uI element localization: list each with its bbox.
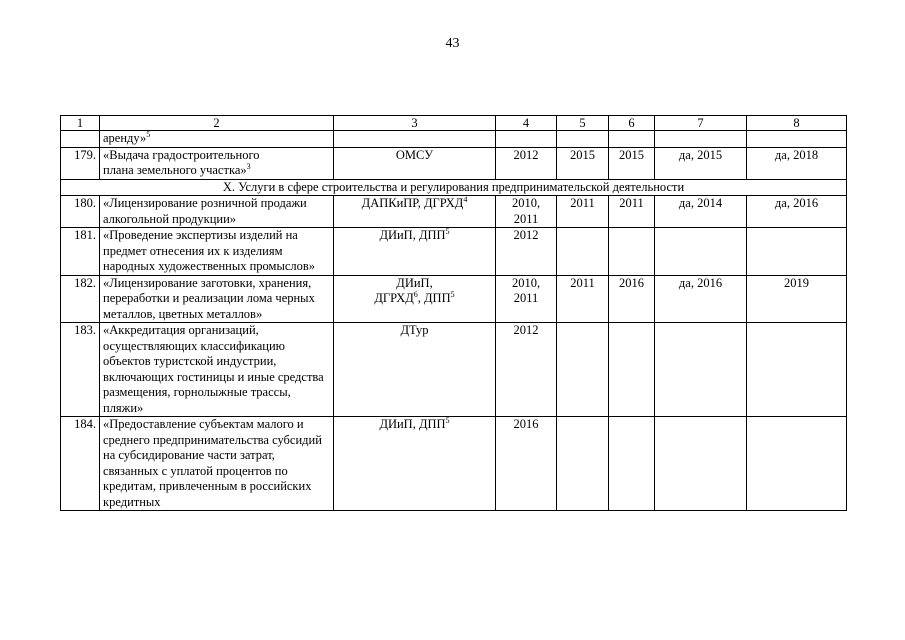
cell-responsible: ОМСУ: [334, 147, 496, 179]
cell-num: 182.: [61, 275, 100, 323]
cell-col8: [747, 228, 847, 276]
service-text: аренду»: [103, 131, 147, 145]
footnote-mark: 5: [146, 130, 151, 139]
cell-col4: [496, 131, 557, 148]
table-row-179: [61, 147, 847, 179]
table-row-183: [61, 323, 847, 417]
year-line-2: 2011: [513, 211, 539, 226]
cell-service: [100, 147, 334, 179]
cell-col4: 2016: [496, 417, 557, 511]
cell-col4: 2012: [496, 323, 557, 417]
footnote-mark: 5: [445, 416, 450, 425]
header-cell-4: 4: [496, 116, 557, 131]
cell-col6: [609, 417, 655, 511]
year-line-1: 2010,: [511, 196, 541, 210]
cell-service: «Лицензирование розничной продажи алкогольной продукции»: [100, 196, 334, 228]
cell-responsible: [334, 228, 496, 276]
cell-responsible: [334, 131, 496, 148]
cell-service: [100, 131, 334, 148]
table-row-continued: [61, 131, 847, 148]
cell-num: 183.: [61, 323, 100, 417]
page-number: 43: [445, 36, 460, 51]
cell-col7: да, 2015: [655, 147, 747, 179]
cell-service: «Предоставление субъектам малого и среднего предпринимательства субсидий на субсидирование части затрат, связанных с уплатой процентов по кредитам, привлеченным в российских кредитных: [100, 417, 334, 511]
cell-num: 184.: [61, 417, 100, 511]
header-cell-6: 6: [609, 116, 655, 131]
cell-responsible: [334, 275, 496, 323]
cell-col5: 2011: [557, 196, 609, 228]
cell-service: «Аккредитация организаций, осуществляющих классификацию объектов туристской индустрии, включающих гостиницы и иные средства размещения, горнолыжные трассы, пляжи»: [100, 323, 334, 417]
cell-col7: [655, 417, 747, 511]
cell-col4: [496, 196, 557, 228]
responsible-text: ДИиП, ДПП: [379, 228, 446, 242]
cell-col7: [655, 323, 747, 417]
cell-responsible: [334, 196, 496, 228]
header-cell-8: 8: [747, 116, 847, 131]
footnote-mark: 5: [445, 227, 450, 236]
cell-col6: 2015: [609, 147, 655, 179]
responsible-line-2a: ДГРХД: [374, 291, 414, 305]
cell-col6: [609, 228, 655, 276]
responsible-line-1: ДИиП,: [396, 275, 433, 290]
cell-col5: 2015: [557, 147, 609, 179]
responsible-line-2b: , ДПП: [417, 291, 451, 305]
service-line-2: плана земельного участка»: [103, 163, 247, 177]
footnote-mark-1: 6: [413, 289, 418, 299]
cell-col8: [747, 323, 847, 417]
cell-col5: [557, 131, 609, 148]
footnote-mark: 4: [463, 195, 468, 204]
table-row-184: [61, 417, 847, 511]
section-heading: X. Услуги в сфере строительства и регулирования предпринимательской деятельности: [61, 179, 847, 196]
cell-col8: [747, 417, 847, 511]
header-row: [61, 116, 847, 131]
table-row-182: [61, 275, 847, 323]
services-table: [60, 115, 847, 511]
header-cell-1: 1: [61, 116, 100, 131]
cell-service: «Лицензирование заготовки, хранения, переработки и реализации лома черных металлов, цветных металлов»: [100, 275, 334, 323]
cell-num: 181.: [61, 228, 100, 276]
cell-responsible: [334, 417, 496, 511]
cell-num: 180.: [61, 196, 100, 228]
header-cell-7: 7: [655, 116, 747, 131]
header-cell-3: 3: [334, 116, 496, 131]
cell-col5: [557, 323, 609, 417]
cell-num: 179.: [61, 147, 100, 179]
year-line-2: 2011: [513, 291, 539, 305]
footnote-mark-2: 5: [450, 289, 455, 299]
cell-service: «Проведение экспертизы изделий на предмет отнесения их к изделиям народных художественных промыслов»: [100, 228, 334, 276]
header-cell-2: 2: [100, 116, 334, 131]
table-row-180: [61, 196, 847, 228]
footnote-mark: 3: [246, 161, 251, 171]
section-row: [61, 179, 847, 196]
cell-col4: 2012: [496, 228, 557, 276]
cell-col5: [557, 417, 609, 511]
cell-col5: 2011: [557, 275, 609, 323]
cell-col4: 2012: [496, 147, 557, 179]
cell-col7: да, 2014: [655, 196, 747, 228]
cell-col7: [655, 131, 747, 148]
cell-col8: 2019: [747, 275, 847, 323]
service-line-1: «Выдача градостроительного: [103, 147, 260, 162]
cell-col4: [496, 275, 557, 323]
cell-col8: да, 2018: [747, 147, 847, 179]
cell-col5: [557, 228, 609, 276]
cell-col8: да, 2016: [747, 196, 847, 228]
table-row-181: [61, 228, 847, 276]
cell-num: [61, 131, 100, 148]
cell-col6: 2016: [609, 275, 655, 323]
cell-col7: [655, 228, 747, 276]
responsible-text: ДАПКиПР, ДГРХД: [361, 196, 464, 210]
header-cell-5: 5: [557, 116, 609, 131]
cell-responsible: ДТур: [334, 323, 496, 417]
cell-col7: да, 2016: [655, 275, 747, 323]
cell-col6: [609, 323, 655, 417]
cell-col6: [609, 131, 655, 148]
cell-col6: 2011: [609, 196, 655, 228]
year-line-1: 2010,: [511, 275, 541, 290]
responsible-text: ДИиП, ДПП: [379, 417, 446, 431]
cell-col8: [747, 131, 847, 148]
